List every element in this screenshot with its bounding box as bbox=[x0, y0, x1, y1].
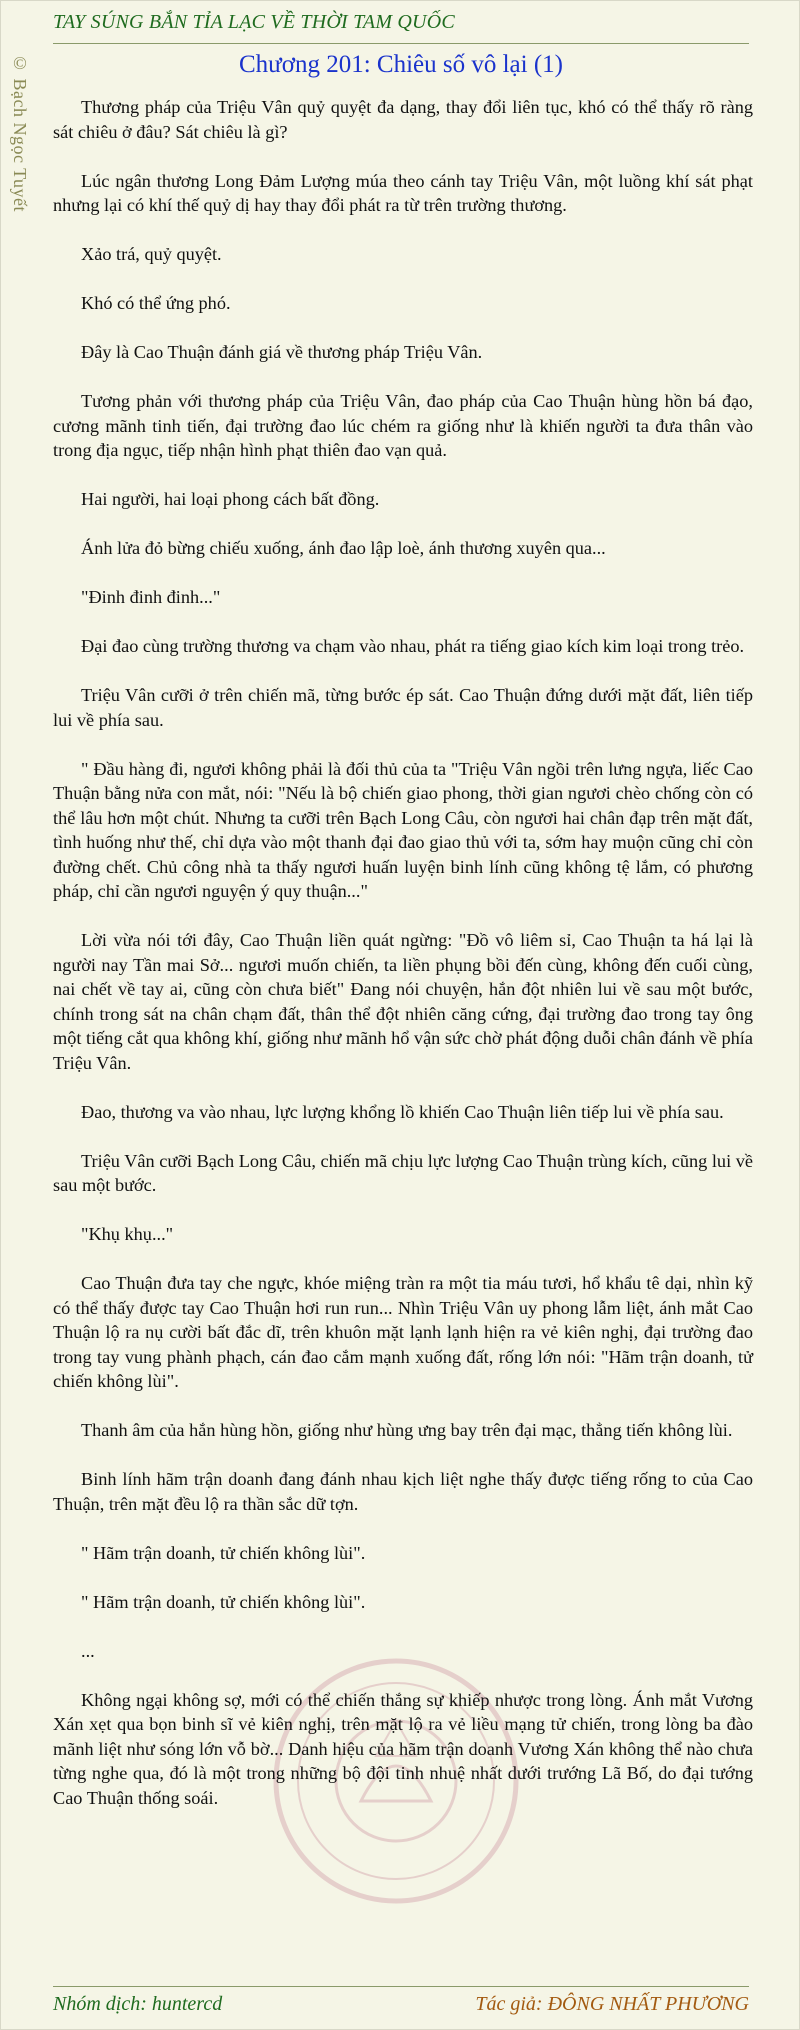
paragraph: Đao, thương va vào nhau, lực lượng khổng lồ khiến Cao Thuận liên tiếp lui về phía sau. bbox=[81, 1101, 724, 1122]
paragraph: Tương phản với thương pháp của Triệu Vân, đao pháp của Cao Thuận hùng hồn bá đạo, cương mãnh tinh tiến, đại trường đao lúc chém ra giống như là khiến người ta đưa thân vào trong địa ngục, tiếp nhận hình phạt thiên đao vạn quả. bbox=[53, 391, 753, 460]
paragraph: "Đinh đinh đinh..." bbox=[81, 587, 221, 607]
paragraph: Binh lính hãm trận doanh đang đánh nhau kịch liệt nghe thấy được tiếng rống to của Cao Thuận, trên mặt đều lộ ra thần sắc dữ tợn. bbox=[53, 1469, 753, 1514]
paragraph: " Hãm trận doanh, tử chiến không lùi". bbox=[81, 1591, 366, 1612]
paragraph: Ánh lửa đỏ bừng chiếu xuống, ánh đao lập loè, ánh thương xuyên qua... bbox=[81, 538, 606, 558]
side-credit: © Bạch Ngọc Tuyết bbox=[10, 53, 30, 212]
chapter-title: Chương 201: Chiêu số vô lại (1) bbox=[239, 51, 563, 78]
translator-credit: Nhóm dịch: huntercd bbox=[53, 1993, 223, 2015]
paragraph: Lời vừa nói tới đây, Cao Thuận liền quát ngừng: "Đồ vô liêm sỉ, Cao Thuận ta há lại là người nay Tần mai Sở... ngươi muốn chiến, ta liền phụng bồi đến cùng, không đến cuối cùng, nai chết về tay ai, cũng còn chưa biết" Đang nói chuyện, hắn đột nhiên lui về sau một bước, chính trong sát na chân chạm đất, thân thể đột nhiên căng cứng, đại trường đao trong tay ông một tiếng cắt qua không khí, giống như mãnh hổ vận sức chờ phát động duỗi chân đánh về phía Triệu Vân. bbox=[53, 930, 753, 1073]
paragraph: " Đầu hàng đi, ngươi không phải là đối thủ của ta "Triệu Vân ngồi trên lưng ngựa, liếc Cao Thuận bằng nửa con mắt, nói: "Nếu là bộ chiến giao phong, thời gian ngươi chèo chống còn có thể lâu hơn một chút. Nhưng ta cưỡi trên Bạch Long Câu, còn ngươi hai chân đạp trên mặt đất, tình huống như thế, chỉ dựa vào một thanh đại đao giao thủ với ta, sớm hay muộn cũng chỉ còn đường chết. Chủ công nhà ta thấy ngươi huấn luyện binh lính cũng không tệ lắm, có phương pháp, chỉ cần ngươi nguyện ý quy thuận..." bbox=[53, 758, 753, 901]
paragraph: Thương pháp của Triệu Vân quỷ quyệt đa dạng, thay đổi liên tục, khó có thể thấy rõ ràng sát chiêu ở đâu? Sát chiêu là gì? bbox=[53, 97, 753, 142]
paragraph: Thanh âm của hắn hùng hồn, giống như hùng ưng bay trên đại mạc, thẳng tiến không lùi. bbox=[81, 1420, 733, 1440]
header-divider bbox=[53, 43, 749, 44]
paragraph: Khó có thể ứng phó. bbox=[81, 293, 231, 313]
paragraph: Hai người, hai loại phong cách bất đồng. bbox=[81, 489, 380, 509]
paragraph: Lúc ngân thương Long Đảm Lượng múa theo cánh tay Triệu Vân, một luồng khí sát phạt nhưng lại có khí thế quỷ dị hay thay đổi phát ra từ trên trường thương. bbox=[53, 170, 753, 215]
paragraph: Đây là Cao Thuận đánh giá về thương pháp Triệu Vân. bbox=[81, 342, 483, 362]
paragraph: "Khụ khụ..." bbox=[81, 1224, 174, 1244]
paragraph: " Hãm trận doanh, tử chiến không lùi". bbox=[81, 1542, 366, 1563]
paragraph: Đại đao cùng trường thương va chạm vào nhau, phát ra tiếng giao kích kim loại trong trẻo. bbox=[81, 636, 745, 656]
paragraph: Xảo trá, quỷ quyệt. bbox=[81, 244, 222, 264]
footer-divider bbox=[53, 1986, 749, 1987]
chapter-body bbox=[53, 95, 753, 1835]
author-credit: Tác giả: ĐÔNG NHẤT PHƯƠNG bbox=[475, 1993, 749, 2015]
paragraph: ... bbox=[81, 1640, 95, 1661]
book-title: TAY SÚNG BẮN TỈA LẠC VỀ THỜI TAM QUỐC bbox=[53, 11, 455, 33]
paragraph: Triệu Vân cưỡi Bạch Long Câu, chiến mã chịu lực lượng Cao Thuận trùng kích, cũng lui về sau một bước. bbox=[53, 1150, 753, 1195]
paragraph: Không ngại không sợ, mới có thể chiến thắng sự khiếp nhược trong lòng. Ánh mắt Vương Xán xẹt qua bọn binh sĩ vẻ kiên nghị, trên mặt lộ ra vẻ liều mạng tử chiến, trong lòng ba đào mãnh liệt như sóng lớn vỗ bờ... Danh hiệu của hãm trận doanh Vương Xán không thể nào chưa từng nghe qua, đó là một trong những bộ đội tinh nhuệ nhất dưới trướng Lã Bố, do đại tướng Cao Thuận thống soái. bbox=[53, 1689, 753, 1808]
paragraph: Cao Thuận đưa tay che ngực, khóe miệng tràn ra một tia máu tươi, hổ khẩu tê dại, nhìn kỹ có thể thấy được tay Cao Thuận hơi run run... Nhìn Triệu Vân uy phong lẫm liệt, ánh mắt Cao Thuận lộ ra nụ cười bất đắc dĩ, trên khuôn mặt lạnh lạnh hiện ra vẻ kiên nghị, đại trường đao trong tay vung phành phạch, cán đao cắm mạnh xuống đất, rống lớn nói: "Hãm trận doanh, tử chiến không lùi". bbox=[53, 1273, 753, 1391]
paragraph: Triệu Vân cưỡi ở trên chiến mã, từng bước ép sát. Cao Thuận đứng dưới mặt đất, liên tiếp lui về phía sau. bbox=[53, 685, 753, 730]
